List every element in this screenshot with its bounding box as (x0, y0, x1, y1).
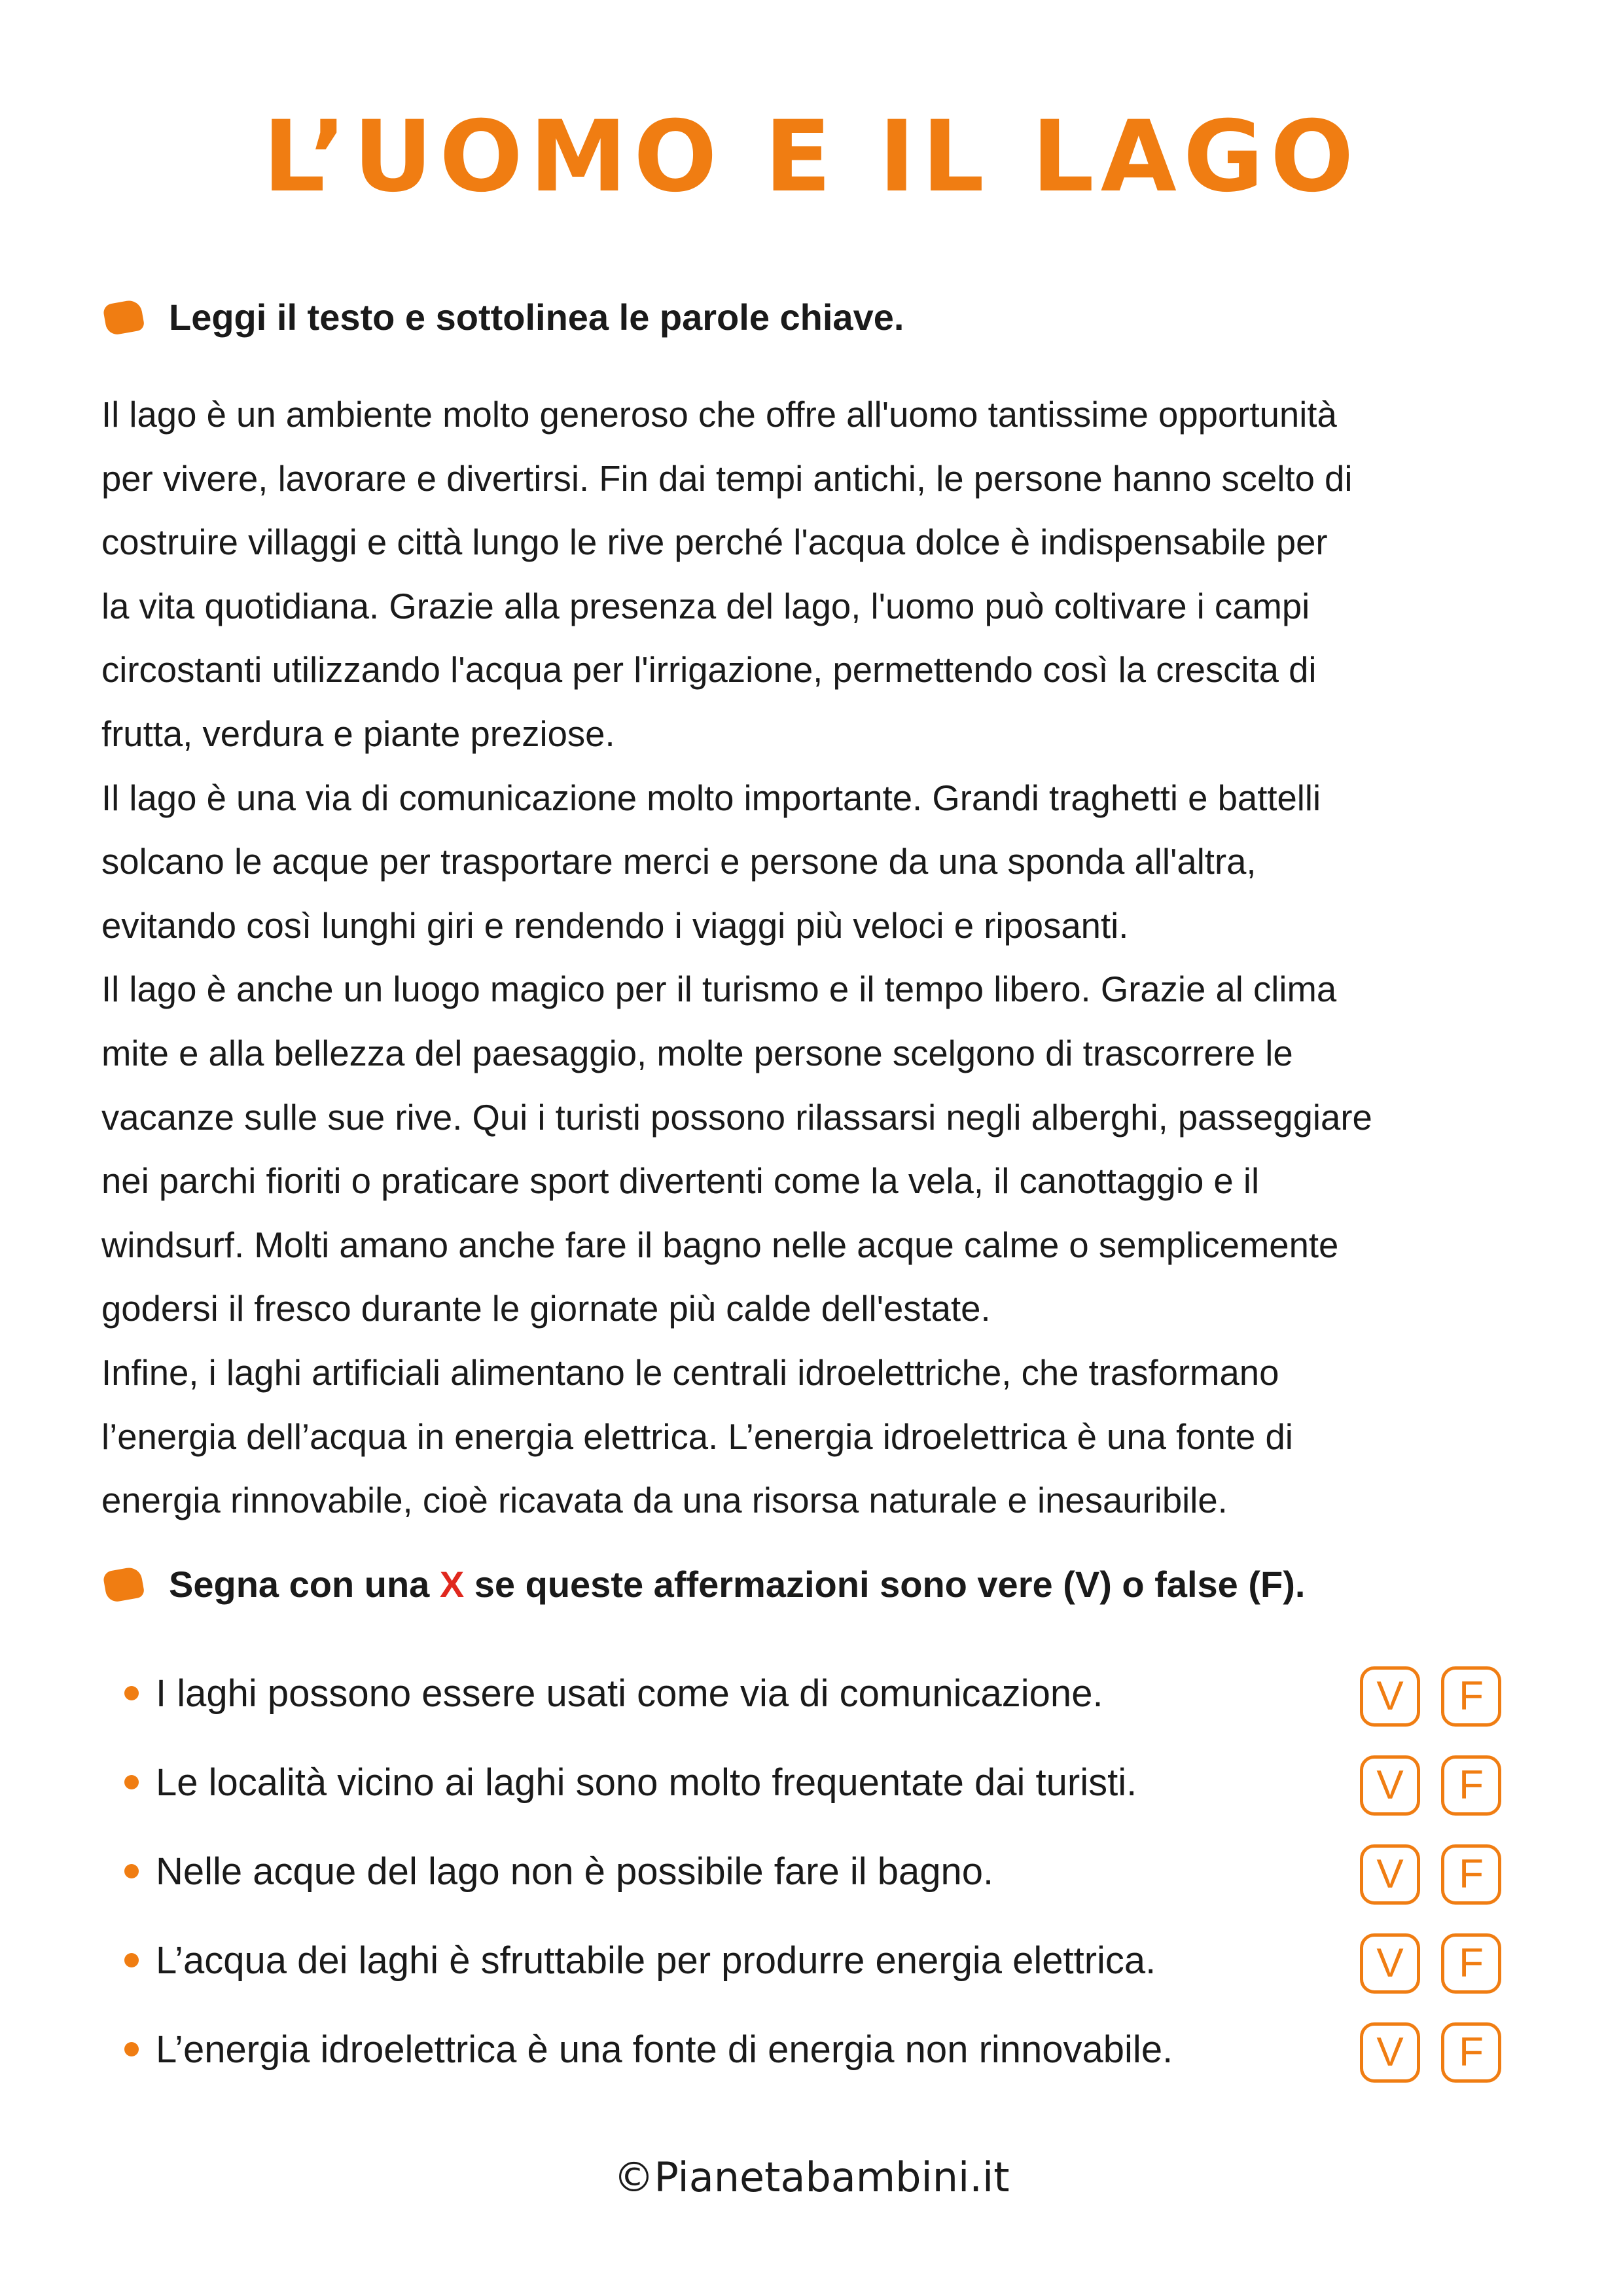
instruction-text-part: ). (1283, 1564, 1306, 1605)
bullet-dot-icon (124, 1953, 139, 1967)
instruction-text-part: ) o false ( (1099, 1564, 1261, 1605)
statement-text: L’energia idroelettrica è una fonte di energia non rinnovabile. (156, 2028, 1173, 2071)
reading-line: per vivere, lavorare e divertirsi. Fin dai tempi antichi, le persone hanno scelto di (101, 458, 1353, 499)
reading-line: l’energia dell’acqua in energia elettrica. L’energia idroelettrica è una fonte di (101, 1416, 1293, 1457)
reading-line: evitando così lunghi giri e rendendo i viaggi più veloci e riposanti. (101, 905, 1129, 946)
reading-line: mite e alla bellezza del paesaggio, molte persone scelgono di trascorrere le (101, 1033, 1293, 1073)
statement-item (124, 1844, 1538, 1933)
reading-line: Il lago è una via di comunicazione molto importante. Grandi traghetti e battelli (101, 778, 1321, 818)
reading-line: vacanze sulle sue rive. Qui i turisti possono rilassarsi negli alberghi, passeggiare (101, 1097, 1372, 1138)
false-checkbox[interactable]: F (1441, 1933, 1501, 1994)
bullet-dot-icon (124, 1775, 139, 1789)
reading-line: Il lago è un ambiente molto generoso che offre all'uomo tantissime opportunità (101, 395, 1337, 435)
false-checkbox[interactable]: F (1441, 1666, 1501, 1727)
reading-text (101, 383, 1561, 1533)
instruction-read-text: Leggi il testo e sottolinea le parole chiave. (169, 296, 904, 338)
reading-line: Infine, i laghi artificiali alimentano le centrali idroelettriche, che trasformano (101, 1352, 1279, 1393)
true-symbol: V (1075, 1564, 1100, 1605)
false-checkbox[interactable]: F (1441, 2022, 1501, 2083)
true-checkbox[interactable]: V (1360, 2022, 1420, 2083)
page-title: L’UOMO E IL LAGO (262, 100, 1361, 214)
statement-text: Nelle acque del lago non è possibile fare il bagno. (156, 1850, 994, 1893)
bullet-dot-icon (124, 1864, 139, 1878)
reading-line: energia rinnovabile, cioè ricavata da una risorsa naturale e inesauribile. (101, 1480, 1228, 1521)
instruction-text-part: Segna con una (169, 1564, 440, 1605)
reading-line: costruire villaggi e città lungo le rive perché l'acqua dolce è indispensabile per (101, 522, 1328, 563)
false-checkbox[interactable]: F (1441, 1844, 1501, 1905)
answer-boxes (1360, 1844, 1501, 1905)
true-checkbox[interactable]: V (1360, 1666, 1420, 1727)
answer-boxes (1360, 1666, 1501, 1727)
reading-line: godersi il fresco durante le giornate più calde dell'estate. (101, 1289, 991, 1329)
instruction-read (105, 296, 904, 338)
instruction-text-part: se queste affermazioni sono vere ( (464, 1564, 1075, 1605)
reading-line: Il lago è anche un luogo magico per il turismo e il tempo libero. Grazie al clima (101, 969, 1337, 1010)
bullet-marker-icon (102, 298, 145, 336)
statement-text: I laghi possono essere usati come via di comunicazione. (156, 1672, 1103, 1715)
reading-line: solcano le acque per trasportare merci e persone da una sponda all'altra, (101, 842, 1257, 882)
bullet-marker-icon (102, 1566, 145, 1603)
statement-item (124, 1755, 1538, 1844)
bullet-dot-icon (124, 1686, 139, 1700)
reading-line: circostanti utilizzando l'acqua per l'irrigazione, permettendo così la crescita di (101, 650, 1317, 691)
reading-line: frutta, verdura e piante preziose. (101, 713, 615, 754)
reading-line: la vita quotidiana. Grazie alla presenza del lago, l'uomo può coltivare i campi (101, 586, 1310, 626)
false-checkbox[interactable]: F (1441, 1755, 1501, 1816)
statement-item (124, 1666, 1538, 1755)
instruction-mark-text (169, 1563, 1305, 1605)
answer-boxes (1360, 1933, 1501, 1994)
false-symbol: F (1260, 1564, 1283, 1605)
statement-text: Le località vicino ai laghi sono molto frequentate dai turisti. (156, 1761, 1137, 1804)
true-checkbox[interactable]: V (1360, 1755, 1420, 1816)
answer-boxes (1360, 1755, 1501, 1816)
x-mark-symbol: X (439, 1564, 465, 1605)
true-checkbox[interactable]: V (1360, 1844, 1420, 1905)
instruction-mark (105, 1563, 1305, 1605)
reading-line: nei parchi fioriti o praticare sport divertenti come la vela, il canottaggio e il (101, 1161, 1260, 1202)
answer-boxes (1360, 2022, 1501, 2083)
statement-list (124, 1666, 1538, 2111)
reading-line: windsurf. Molti amano anche fare il bagno nelle acque calme o semplicemente (101, 1225, 1339, 1265)
true-checkbox[interactable]: V (1360, 1933, 1420, 1994)
statement-item (124, 1933, 1538, 2022)
bullet-dot-icon (124, 2042, 139, 2056)
statement-item (124, 2022, 1538, 2111)
statement-text: L’acqua dei laghi è sfruttabile per produrre energia elettrica. (156, 1939, 1156, 1982)
copyright-footer: ©Pianetabambini.it (613, 2153, 1010, 2201)
